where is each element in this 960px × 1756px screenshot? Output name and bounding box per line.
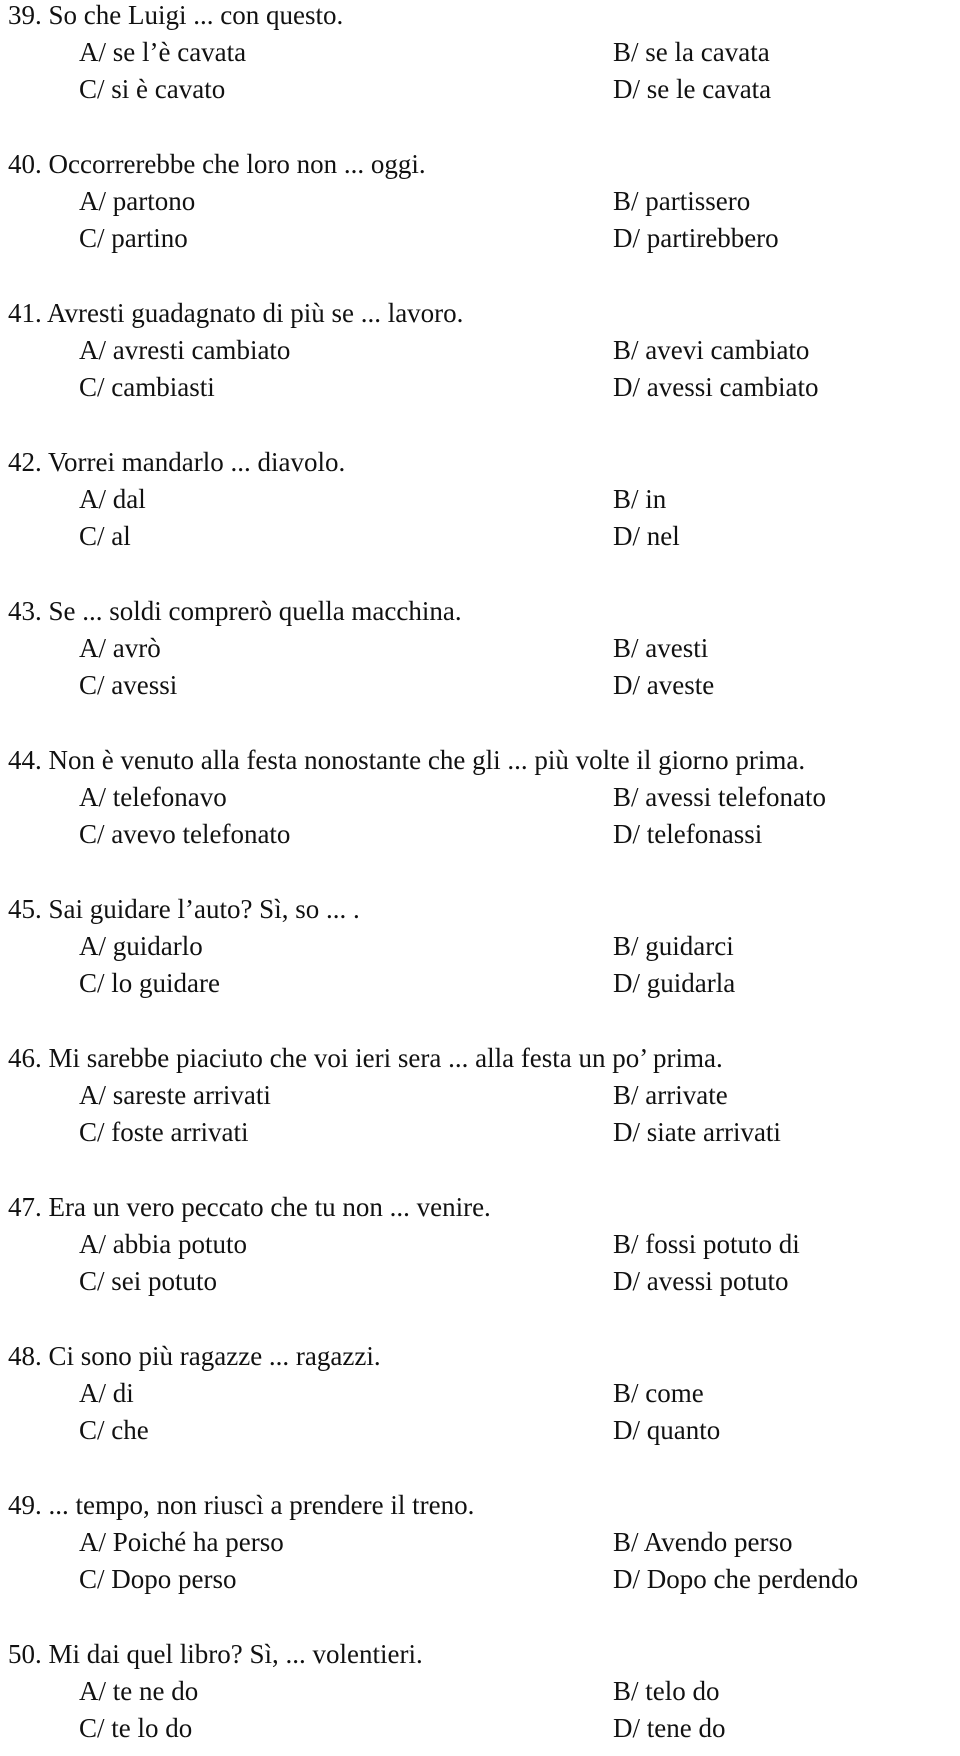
question-45	[0, 891, 960, 1011]
option-a: A/ di	[79, 1378, 134, 1408]
question-42	[0, 444, 960, 564]
option-d: D/ aveste	[613, 670, 715, 700]
option-d: D/ Dopo che perdendo	[613, 1564, 859, 1594]
question-49	[0, 1487, 960, 1607]
option-c: C/ al	[79, 521, 131, 551]
option-a: A/ dal	[79, 484, 146, 514]
question-stem: 42. Vorrei mandarlo ... diavolo.	[8, 447, 346, 477]
option-a: A/ guidarlo	[79, 931, 203, 961]
option-d: D/ tene do	[613, 1713, 726, 1743]
option-b: B/ se la cavata	[613, 37, 770, 67]
option-b: B/ Avendo perso	[613, 1527, 793, 1557]
option-b: B/ fossi potuto di	[613, 1229, 800, 1259]
option-c: C/ avevo telefonato	[79, 819, 291, 849]
question-40	[0, 146, 960, 266]
question-43	[0, 593, 960, 713]
option-c: C/ cambiasti	[79, 372, 215, 402]
option-a: A/ Poiché ha perso	[79, 1527, 284, 1557]
option-b: B/ avevi cambiato	[613, 335, 810, 365]
option-c: C/ sei potuto	[79, 1266, 218, 1296]
question-50	[0, 1636, 960, 1756]
option-c: C/ che	[79, 1415, 149, 1445]
option-d: D/ se le cavata	[613, 74, 772, 104]
option-d: D/ avessi cambiato	[613, 372, 819, 402]
question-44	[0, 742, 960, 862]
option-c: C/ lo guidare	[79, 968, 220, 998]
question-47	[0, 1189, 960, 1309]
option-d: D/ quanto	[613, 1415, 721, 1445]
option-d: D/ nel	[613, 521, 680, 551]
option-a: A/ avrò	[79, 633, 161, 663]
option-b: B/ in	[613, 484, 667, 514]
option-a: A/ sareste arrivati	[79, 1080, 271, 1110]
option-b: B/ come	[613, 1378, 704, 1408]
option-d: D/ partirebbero	[613, 223, 779, 253]
option-c: C/ foste arrivati	[79, 1117, 249, 1147]
question-stem: 43. Se ... soldi comprerò quella macchina.	[8, 596, 462, 626]
option-b: B/ partissero	[613, 186, 751, 216]
option-b: B/ avessi telefonato	[613, 782, 826, 812]
question-stem: 47. Era un vero peccato che tu non ... venire.	[8, 1192, 491, 1222]
question-stem: 46. Mi sarebbe piaciuto che voi ieri sera ... alla festa un po’ prima.	[8, 1043, 723, 1073]
option-a: A/ abbia potuto	[79, 1229, 247, 1259]
option-d: D/ telefonassi	[613, 819, 763, 849]
question-stem: 41. Avresti guadagnato di più se ... lavoro.	[8, 298, 464, 328]
option-a: A/ avresti cambiato	[79, 335, 291, 365]
option-b: B/ telo do	[613, 1676, 720, 1706]
option-a: A/ se l’è cavata	[79, 37, 247, 67]
option-c: C/ Dopo perso	[79, 1564, 237, 1594]
question-stem: 50. Mi dai quel libro? Sì, ... volentieri.	[8, 1639, 423, 1669]
question-46	[0, 1040, 960, 1160]
option-c: C/ si è cavato	[79, 74, 226, 104]
option-b: B/ avesti	[613, 633, 709, 663]
option-b: B/ arrivate	[613, 1080, 728, 1110]
question-stem: 48. Ci sono più ragazze ... ragazzi.	[8, 1341, 381, 1371]
option-d: D/ guidarla	[613, 968, 736, 998]
question-stem: 44. Non è venuto alla festa nonostante che gli ... più volte il giorno prima.	[8, 745, 806, 775]
option-d: D/ siate arrivati	[613, 1117, 781, 1147]
question-stem: 49. ... tempo, non riuscì a prendere il treno.	[8, 1490, 475, 1520]
option-b: B/ guidarci	[613, 931, 734, 961]
option-a: A/ partono	[79, 186, 196, 216]
question-stem: 45. Sai guidare l’auto? Sì, so ... .	[8, 894, 360, 924]
question-stem: 39. So che Luigi ... con questo.	[8, 0, 344, 30]
option-c: C/ avessi	[79, 670, 178, 700]
question-41	[0, 295, 960, 415]
question-stem: 40. Occorrerebbe che loro non ... oggi.	[8, 149, 426, 179]
option-a: A/ te ne do	[79, 1676, 199, 1706]
question-48	[0, 1338, 960, 1458]
option-a: A/ telefonavo	[79, 782, 227, 812]
question-39	[0, 0, 960, 117]
option-c: C/ te lo do	[79, 1713, 193, 1743]
option-c: C/ partino	[79, 223, 188, 253]
option-d: D/ avessi potuto	[613, 1266, 789, 1296]
